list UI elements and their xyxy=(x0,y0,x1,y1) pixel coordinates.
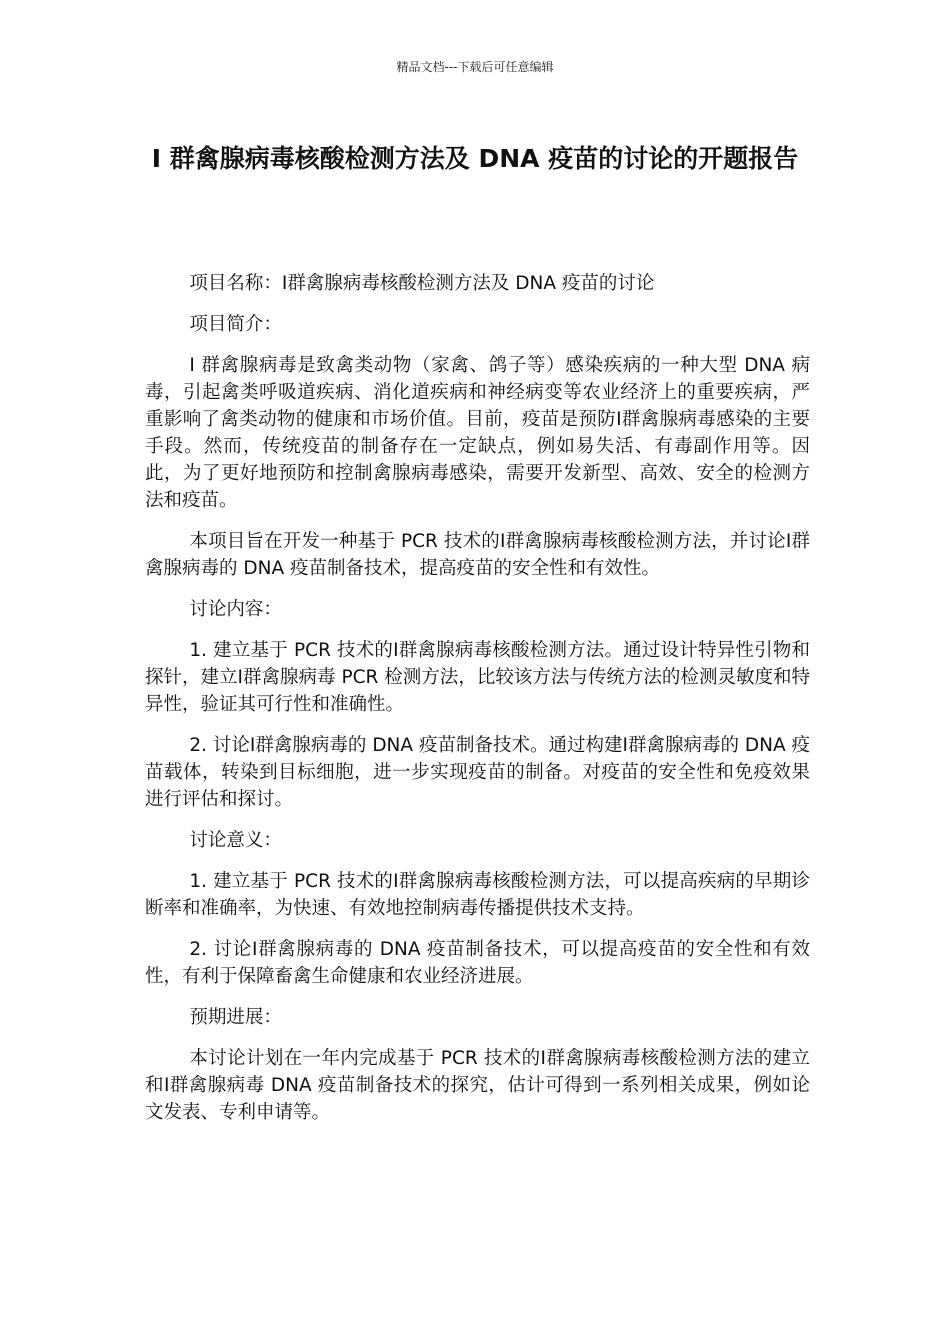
project-name-line: 项目名称：Ⅰ群禽腺病毒核酸检测方法及 DNA 疫苗的讨论 xyxy=(189,273,655,294)
section-heading-intro: 项目简介： xyxy=(189,314,282,335)
content-item-2: 2. 讨论Ⅰ群禽腺病毒的 DNA 疫苗制备技术。通过构建Ⅰ群禽腺病毒的 DNA 疫苗载体，转染到目标细胞，进一步实现疫苗的制备。对疫苗的安全性和免疫效果进行评估和探讨。 xyxy=(145,735,810,810)
document-title: I 群禽腺病毒核酸检测方法及 DNA 疫苗的讨论的开题报告 xyxy=(151,144,799,173)
intro-paragraph: I 群禽腺病毒是致禽类动物（家禽、鸽子等）感染疾病的一种大型 DNA 病毒，引起禽类呼吸道疾病、消化道疾病和神经病变等农业经济上的重要疾病，严重影响了禽类动物的健康和市场价值。目前，疫苗是预防Ⅰ群禽腺病毒感染的主要手段。然而，传统疫苗的制备存在一定缺点，例如易失活、有毒副作用等。因此，为了更好地预防和控制禽腺病毒感染，需要开发新型、高效、安全的检测方法和疫苗。 xyxy=(145,355,810,511)
document-body xyxy=(145,270,810,1140)
aim-paragraph: 本项目旨在开发一种基于 PCR 技术的Ⅰ群禽腺病毒核酸检测方法，并讨论Ⅰ群禽腺病毒的 DNA 疫苗制备技术，提高疫苗的安全性和有效性。 xyxy=(145,531,810,579)
significance-item-1: 1. 建立基于 PCR 技术的Ⅰ群禽腺病毒核酸检测方法，可以提高疾病的早期诊断率和准确率，为快速、有效地控制病毒传播提供技术支持。 xyxy=(145,871,810,919)
section-heading-content: 讨论内容： xyxy=(189,599,282,620)
progress-paragraph: 本讨论计划在一年内完成基于 PCR 技术的Ⅰ群禽腺病毒核酸检测方法的建立和Ⅰ群禽腺病毒 DNA 疫苗制备技术的探究，估计可得到一系列相关成果，例如论文发表、专利申请等。 xyxy=(145,1048,810,1123)
section-heading-progress: 预期进展： xyxy=(189,1007,282,1028)
significance-item-2: 2. 讨论Ⅰ群禽腺病毒的 DNA 疫苗制备技术，可以提高疫苗的安全性和有效性，有利于保障畜禽生命健康和农业经济进展。 xyxy=(145,939,810,987)
page-header-note: 精品文档---下载后可任意编辑 xyxy=(396,60,554,74)
section-heading-significance: 讨论意义： xyxy=(189,830,282,851)
content-item-1: 1. 建立基于 PCR 技术的Ⅰ群禽腺病毒核酸检测方法。通过设计特异性引物和探针，建立Ⅰ群禽腺病毒 PCR 检测方法，比较该方法与传统方法的检测灵敏度和特异性，验证其可行性和准确性。 xyxy=(145,640,810,715)
